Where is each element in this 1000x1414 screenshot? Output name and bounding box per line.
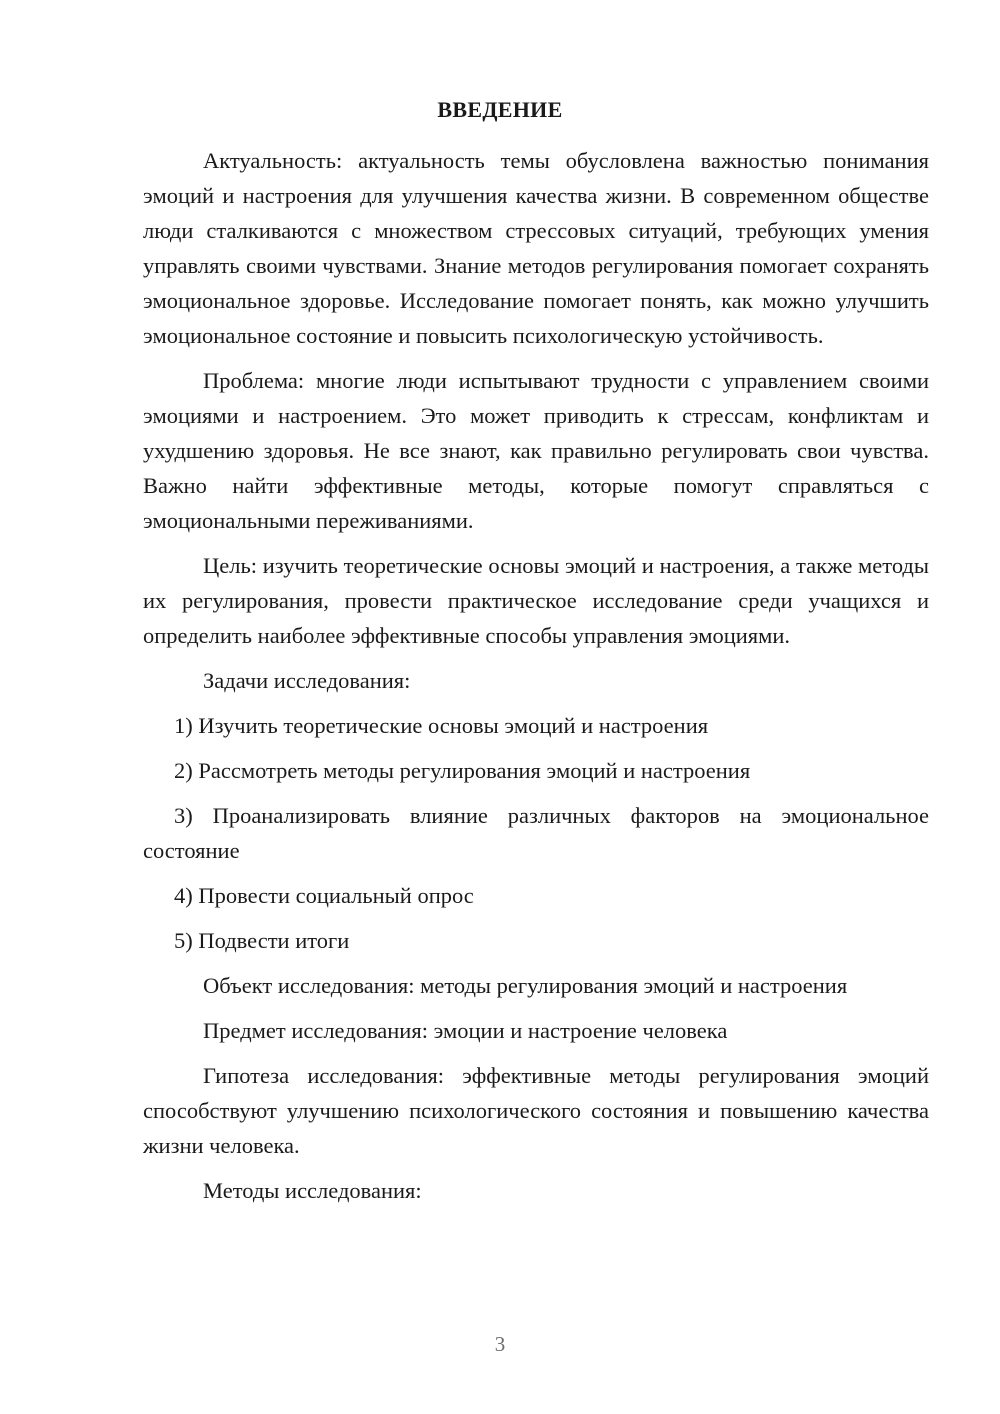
problem-paragraph: Проблема: многие люди испытывают трудности с управлением своими эмоциями и настроением. Это может приводить к стрессам, конфликтам и ухудшению здоровья. Не все знают, как правильно регулировать свои чувства. Важно найти эффективные методы, которые помогут справляться с эмоциональными переживаниями. (143, 368, 929, 533)
task-item-2: 2) Рассмотреть методы регулирования эмоций и настроения (174, 758, 751, 783)
task-item-5: 5) Подвести итоги (174, 928, 350, 953)
task-item-3: 3) Проанализировать влияние различных факторов на эмоциональное состояние (143, 803, 929, 863)
subject-line: Предмет исследования: эмоции и настроение человека (203, 1018, 728, 1043)
body-text (143, 143, 929, 1208)
hypothesis-paragraph: Гипотеза исследования: эффективные методы регулирования эмоций способствуют улучшению психологического состояния и повышению качества жизни человека. (143, 1063, 929, 1158)
page-number: 3 (494, 1332, 506, 1356)
object-line: Объект исследования: методы регулирования эмоций и настроения (203, 973, 848, 998)
relevance-paragraph: Актуальность: актуальность темы обусловлена важностью понимания эмоций и настроения для улучшения качества жизни. В современном обществе люди сталкиваются с множеством стрессовых ситуаций, требующих умения управлять своими чувствами. Знание методов регулирования помогает сохранять эмоциональное здоровье. Исследование помогает понять, как можно улучшить эмоциональное состояние и повысить психологическую устойчивость. (143, 148, 929, 348)
task-item-1: 1) Изучить теоретические основы эмоций и настроения (174, 713, 709, 738)
task-item-4: 4) Провести социальный опрос (174, 883, 474, 908)
methods-heading: Методы исследования: (203, 1178, 422, 1203)
tasks-heading: Задачи исследования: (203, 668, 411, 693)
goal-paragraph: Цель: изучить теоретические основы эмоций и настроения, а также методы их регулирования, провести практическое исследование среди учащихся и определить наиболее эффективные способы управления эмоциями. (143, 553, 929, 648)
section-title: ВВЕДЕНИЕ (437, 97, 563, 122)
